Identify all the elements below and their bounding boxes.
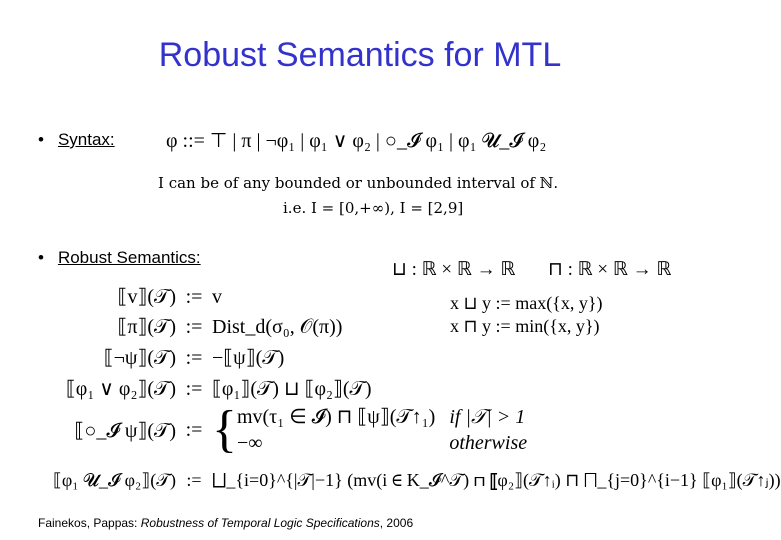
bullet-robust-semantics: [38, 248, 201, 268]
join-signature: ⊔ : ℝ × ℝ → ℝ: [392, 259, 516, 280]
semantics-row-negation: [20, 345, 284, 370]
case-1-condition: if |𝒯| > 1: [449, 406, 526, 428]
bullet-syntax: [38, 130, 115, 150]
assign-op: :=: [185, 418, 203, 441]
cases-brace: {: [212, 401, 237, 458]
robust-semantics-label: Robust Semantics:: [57, 248, 201, 267]
syntax-label: Syntax:: [57, 130, 115, 149]
bullet-dot: •: [38, 248, 44, 267]
semantics-rhs: ⟦φ₁⟧(𝒯) ⊔ ⟦φ₂⟧(𝒯): [212, 378, 372, 400]
semantics-lhs: ⟦π⟧(𝒯): [117, 316, 176, 338]
interval-note-line2: i.e. I = [0,+∞), I = [2,9]: [283, 199, 464, 217]
semantics-lhs: ⟦φ₁ ∨ φ₂⟧(𝒯): [65, 378, 176, 400]
assign-op: :=: [185, 347, 203, 369]
cases-values: [237, 404, 435, 456]
semantics-row-next: [20, 401, 528, 458]
semantics-rhs: v: [212, 286, 222, 308]
semantics-row-predicate: [20, 314, 342, 339]
cases-conditions: [449, 404, 527, 456]
semantics-lhs: ⟦¬ψ⟧(𝒯): [103, 347, 176, 369]
join-definition: x ⊔ y := max({x, y}): [450, 293, 603, 313]
semantics-row-until: [20, 470, 781, 491]
syntax-formula: φ ::= ⊤ | π | ¬φ₁ | φ₁ ∨ φ₂ | ○_𝓘 φ₁ | φ₁ 𝓤_𝓘 φ₂: [166, 130, 547, 152]
slide-title: Robust Semantics for MTL: [158, 36, 562, 74]
assign-op: :=: [185, 286, 203, 308]
meet-signature: ⊓ : ℝ × ℝ → ℝ: [548, 259, 672, 280]
case-2-value: −∞: [236, 432, 263, 454]
bullet-dot: •: [38, 130, 44, 149]
semantics-rhs: −⟦ψ⟧(𝒯): [212, 347, 285, 369]
semantics-lhs: ⟦○_𝓘 ψ⟧(𝒯): [74, 419, 176, 442]
semantics-lhs: ⟦φ₁ 𝓤_𝓘 φ₂⟧(𝒯): [52, 470, 176, 490]
semantics-row-value: [20, 284, 222, 309]
semantics-rhs: ⨆_{i=0}^{|𝒯|−1} (mv(i ∈ K_𝓘^𝒯) ⊓ ⟦φ₂⟧(𝒯↑ᵢ) ⊓ ⨅_{j=0}^{i−1} ⟦φ₁⟧(𝒯↑ⱼ)): [212, 470, 781, 490]
citation-year: , 2006: [379, 516, 414, 530]
citation-authors: Fainekos, Pappas:: [38, 516, 141, 530]
semantics-lhs: ⟦v⟧(𝒯): [117, 286, 176, 308]
citation: [38, 516, 413, 530]
meet-definition: x ⊓ y := min({x, y}): [450, 316, 600, 336]
assign-op: :=: [185, 378, 203, 400]
case-1-value: mv(τ₁ ∈ 𝓘) ⊓ ⟦ψ⟧(𝒯↑₁): [236, 406, 436, 428]
semantics-row-disjunction: [20, 376, 372, 401]
interval-note-line1: I can be of any bounded or unbounded interval of ℕ.: [158, 174, 559, 192]
assign-op: :=: [185, 316, 203, 338]
assign-op: :=: [186, 470, 202, 490]
case-2-condition: otherwise: [449, 432, 528, 454]
semantics-rhs: Dist_d(σ₀, 𝒪(π)): [212, 316, 343, 338]
citation-work: Robustness of Temporal Logic Specifications: [140, 516, 380, 530]
